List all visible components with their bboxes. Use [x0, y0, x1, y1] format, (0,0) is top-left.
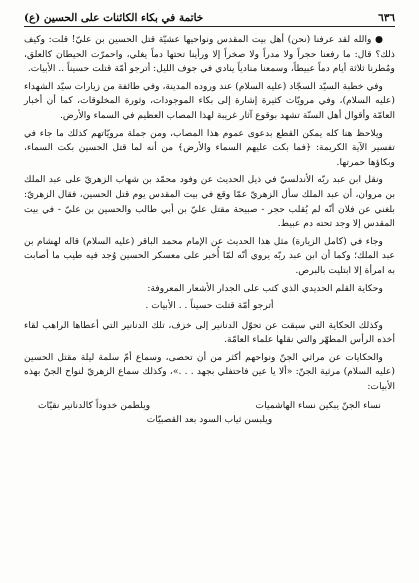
- poem-line-2: [24, 413, 395, 428]
- paragraph: وفي خطبة السيّد السجّاد (عليه السلام) عند وروده المدينة، وفي طائفة من زيارات سيّد الشهداء (عليه السلام)، وفي مرويّات كثيرة إشارة إلى بكاء الموجودات، وثورة المخلوقات، كما أن أخبار العامّة وأقوال أهل السنّة تشهد بوقوع آثار غريبة لهذا المصاب العظيم في السماء والأرض.: [24, 80, 395, 121]
- paragraph: ونقل ابن عبد ربّه الأندلسيّ في ذيل الحديث عن وفود محمّد بن شهاب الزهريّ على عبد الملك بن مروان، أن عبد الملك سأل الزهريّ عمّا وقع في بيت المقدس يوم قتل الحسين، فقال الزهريّ: بلغني عن فلان أنّه لم يُقلب حجر - صبيحة مقتل عليّ بن أبي طالب والحسين بن عليّ - في بيت المقدس إلا وجد تحته دم عبيط.: [24, 174, 395, 230]
- poem-hemistich-right: نساء الجنّ يبكين نساء الهاشميات: [255, 399, 381, 411]
- poem-hemistich-left: ويلطمن خدوداً كالدنانير نقيّات: [38, 399, 151, 411]
- page-body: [24, 33, 395, 428]
- paragraph: وحكاية القلم الحديدي الذي كتب على الجدار الأشعار المعروفة:: [147, 282, 383, 294]
- paragraph: والحكايات عن مراثي الجنّ ونواحهم أكثر من أن تحصى، وسماع أمّ سلمة ليلة مقتل الحسين (عليه السلام) مرثية الجنّ: «ألا يا عين فاحتفلي بجهد . . .»، وكذلك سماع الزهريّ لنواح الجنّ بهذه الأبيات:: [24, 351, 395, 393]
- paragraph: وجاء في (كامل الزيارة) مثل هذا الحديث عن الإمام محمد الباقر (عليه السلام) قاله لهشام بن عبد الملك؛ وكما أن ابن عبد ربّه يروي أنّه لمّا أُخبر على معسكر الحسين وُجد فيه طيب ما أصابت به امرأة إلا ابتليت بالبرص.: [24, 235, 395, 276]
- paragraph: ● والله لقد عرفنا (نحن) أهل بيت المقدس ونواحيها عشيّة قتل الحسين بن عليّ! قلت: وكيف ذلك؟ قال: ما رفعنا حجراً ولا مدراً ولا صخراً إلا ورأينا تحتها دماً يغلي، واحمرّت الحيطان كالعلق، ومُطرنا ثلاثة أيام دماً عبيطاً، وسمعنا منادياً ينادي في جوف الليل: أترجو أمّة قتلت حسيناً .. الأبيات.: [24, 34, 395, 75]
- quoted-verse: أترجو أمّة قتلت حسيناً . . الأبيات .: [145, 300, 274, 312]
- poem-line-1: [24, 399, 395, 414]
- page-header: [24, 6, 395, 24]
- poem-hemistich: ويلبسن ثياب السود بعد القصبيّات: [146, 414, 273, 426]
- paragraph: وكذلك الحكاية التي سبقت عن تحوّل الدنانير إلى خزف، تلك الدنانير التي أعطاها الراهب لقاء أخذه الرأس المطهّر والتي نقلها علماء العامّة.: [24, 319, 395, 346]
- header-rule: [24, 26, 395, 27]
- running-title: خاتمة في بكاء الكائنات على الحسين (ع): [24, 12, 204, 24]
- paragraph: ويلاحظ هنا كله يمكن القطع بدعوى عموم هذا المصاب، ومن جملة مرويّاتهم كذلك ما جاء في تفسير الآية الكريمة: ﴿فما بكت عليهم السماء والأرض﴾ من أنه لما قتل الحسين بكت السماء، وبكاؤها حمرتها.: [24, 127, 395, 168]
- page-number: ٦٣٦: [378, 12, 395, 24]
